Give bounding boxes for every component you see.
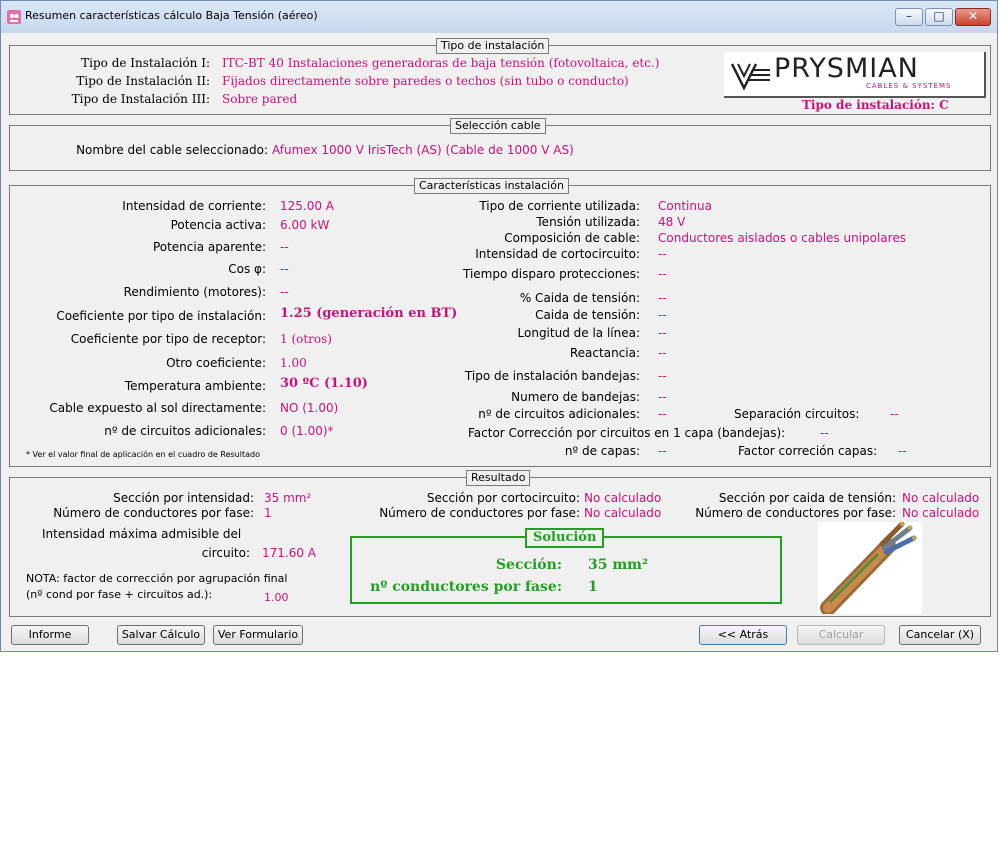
group-label-caracteristicas: Características instalación bbox=[414, 178, 569, 194]
logo-subtitle: CABLES & SYSTEMS bbox=[866, 82, 952, 90]
carac-left-label: Intensidad de corriente: bbox=[122, 199, 266, 213]
minimize-button[interactable]: – bbox=[895, 8, 923, 26]
seccion-cortocircuito-label: Sección por cortocircuito: bbox=[426, 491, 580, 505]
carac-left-label: Rendimiento (motores): bbox=[123, 285, 266, 299]
carac-right-label: Tensión utilizada: bbox=[536, 215, 640, 229]
cable-image bbox=[818, 522, 922, 614]
group-seleccion-cable bbox=[9, 119, 991, 171]
carac-right-label: Reactancia: bbox=[569, 346, 640, 360]
carac-right-label: Composición de cable: bbox=[504, 231, 640, 245]
carac-right-value: Conductores aislados o cables unipolares bbox=[658, 231, 906, 245]
group-tipo-instalacion bbox=[9, 39, 991, 115]
dialog-client bbox=[7, 33, 991, 645]
tipo-label-1: Tipo de Instalación I: bbox=[81, 56, 210, 70]
carac-left-value: -- bbox=[280, 240, 289, 254]
title-bar bbox=[1, 1, 997, 33]
carac-right-value: -- bbox=[658, 346, 667, 360]
seccion-caida-value: No calculado bbox=[902, 491, 980, 505]
carac-left-label: Cable expuesto al sol directamente: bbox=[49, 401, 266, 415]
tipo-instalacion-c: Tipo de instalación: C bbox=[802, 98, 949, 112]
carac-right-value: -- bbox=[658, 247, 667, 261]
factor-capas-label: Factor correción capas: bbox=[738, 444, 878, 458]
nota-line1: NOTA: factor de corrección por agrupación final bbox=[26, 572, 288, 585]
carac-left-value: 1.00 bbox=[280, 356, 307, 370]
num-conductores-ct-value: No calculado bbox=[902, 506, 980, 520]
carac-left-label: Potencia activa: bbox=[170, 218, 266, 232]
carac-left-label: Temperatura ambiente: bbox=[124, 379, 266, 393]
carac-left-value: -- bbox=[280, 262, 289, 276]
carac-right-label: Tiempo disparo protecciones: bbox=[462, 267, 640, 281]
carac-right-value: -- bbox=[820, 426, 829, 440]
carac-right-label: nº de capas: bbox=[564, 444, 640, 458]
carac-right-value: -- bbox=[658, 308, 667, 322]
carac-left-value: NO (1.00) bbox=[280, 401, 339, 415]
carac-left-value: 30 ºC (1.10) bbox=[280, 376, 368, 391]
carac-right-label: nº de circuitos adicionales: bbox=[478, 407, 640, 421]
tipo-value-3: Sobre pared bbox=[222, 92, 298, 106]
carac-right-label: Longitud de la línea: bbox=[517, 326, 640, 340]
carac-right-value: -- bbox=[658, 291, 667, 305]
atras-button[interactable]: << Atrás bbox=[699, 625, 787, 645]
carac-right-label: Factor Corrección por circuitos en 1 capa (bandejas): bbox=[468, 426, 786, 440]
ver-formulario-button[interactable]: Ver Formulario bbox=[213, 625, 303, 645]
seccion-intensidad-label: Sección por intensidad: bbox=[113, 491, 254, 505]
calcular-button[interactable]: Calcular bbox=[797, 625, 885, 645]
tipo-label-3: Tipo de Instalación III: bbox=[71, 92, 210, 106]
num-conductores-label: Número de conductores por fase: bbox=[53, 506, 254, 520]
separacion-circuitos-label: Separación circuitos: bbox=[734, 407, 860, 421]
carac-right-value: -- bbox=[658, 326, 667, 340]
carac-right-value: -- bbox=[658, 390, 667, 404]
num-conductores-ct-label: Número de conductores por fase: bbox=[695, 506, 896, 520]
carac-left-value: 1.25 (generación en BT) bbox=[280, 306, 458, 321]
carac-right-value: -- bbox=[658, 407, 667, 421]
carac-left-label: Cos φ: bbox=[228, 262, 266, 276]
carac-left-label: Coeficiente por tipo de instalación: bbox=[56, 309, 266, 323]
carac-right-value: Continua bbox=[658, 199, 712, 213]
imax-label-line2: circuito: bbox=[201, 546, 250, 560]
factor-capas-value: -- bbox=[898, 444, 907, 458]
cable-illustration-icon bbox=[818, 522, 922, 614]
app-icon bbox=[7, 10, 21, 24]
num-conductores-value: 1 bbox=[264, 506, 272, 520]
carac-right-value: -- bbox=[658, 444, 667, 458]
maximize-button[interactable]: □ bbox=[925, 8, 953, 26]
solucion-conductores-value: 1 bbox=[588, 579, 598, 595]
tipo-label-2: Tipo de Instalación II: bbox=[76, 74, 210, 88]
group-label-resultado: Resultado bbox=[466, 470, 530, 486]
carac-left-label: Potencia aparente: bbox=[152, 240, 266, 254]
carac-left-label: Otro coeficiente: bbox=[166, 356, 266, 370]
carac-left-value: -- bbox=[280, 285, 289, 299]
logo-name: PRYSMIAN bbox=[774, 53, 919, 84]
group-caracteristicas bbox=[9, 179, 991, 467]
solucion-seccion-label: Sección: bbox=[495, 557, 562, 573]
prysmian-logo bbox=[724, 52, 986, 98]
informe-button[interactable]: Informe bbox=[11, 625, 89, 645]
cable-value: Afumex 1000 V IrisTech (AS) (Cable de 1000 V AS) bbox=[272, 143, 574, 157]
carac-right-label: Caida de tensión: bbox=[535, 308, 640, 322]
nota-value: 1.00 bbox=[264, 591, 289, 604]
prysmian-logo-mark-icon bbox=[730, 58, 770, 92]
cancelar-button[interactable]: Cancelar (X) bbox=[899, 625, 981, 645]
nota-line2: (nº cond por fase + circuitos ad.): bbox=[26, 588, 213, 601]
carac-right-value: -- bbox=[658, 369, 667, 383]
seccion-cortocircuito-value: No calculado bbox=[584, 491, 662, 505]
group-label-cable: Selección cable bbox=[450, 118, 546, 134]
group-resultado bbox=[9, 471, 991, 617]
carac-right-label: % Caida de tensión: bbox=[519, 291, 640, 305]
carac-left-label: Coeficiente por tipo de receptor: bbox=[70, 332, 266, 346]
tipo-value-2: Fijados directamente sobre paredes o techos (sin tubo o conducto) bbox=[222, 74, 629, 88]
carac-right-label: Tipo de instalación bandejas: bbox=[464, 369, 640, 383]
carac-left-value: 1 (otros) bbox=[280, 332, 332, 346]
salvar-calculo-button[interactable]: Salvar Cálculo bbox=[117, 625, 205, 645]
tipo-value-1: ITC-BT 40 Instalaciones generadoras de baja tensión (fotovoltaica, etc.) bbox=[222, 56, 660, 70]
group-label-tipo: Tipo de instalación bbox=[436, 38, 549, 54]
carac-right-label: Numero de bandejas: bbox=[511, 390, 640, 404]
num-conductores-cc-value: No calculado bbox=[584, 506, 662, 520]
carac-right-value: -- bbox=[658, 267, 667, 281]
carac-left-value: 6.00 kW bbox=[280, 218, 330, 232]
seccion-intensidad-value: 35 mm² bbox=[264, 491, 312, 505]
window-title: Resumen características cálculo Baja Tensión (aéreo) bbox=[25, 9, 318, 22]
carac-left-label: nº de circuitos adicionales: bbox=[104, 424, 266, 438]
seccion-caida-label: Sección por caida de tensión: bbox=[718, 491, 896, 505]
carac-right-value: 48 V bbox=[658, 215, 686, 229]
solucion-title: Solución bbox=[525, 528, 604, 548]
close-button[interactable]: ✕ bbox=[955, 8, 991, 26]
separacion-circuitos-value: -- bbox=[890, 407, 899, 421]
imax-label-line1: Intensidad máxima admisible del bbox=[42, 527, 242, 541]
carac-left-value: 125.00 A bbox=[280, 199, 335, 213]
num-conductores-cc-label: Número de conductores por fase: bbox=[379, 506, 580, 520]
carac-right-label: Intensidad de cortocircuito: bbox=[475, 247, 640, 261]
carac-right-label: Tipo de corriente utilizada: bbox=[479, 199, 640, 213]
imax-value: 171.60 A bbox=[262, 546, 317, 560]
footnote: * Ver el valor final de aplicación en el cuadro de Resultado bbox=[26, 450, 260, 459]
solucion-conductores-label: nº conductores por fase: bbox=[370, 579, 562, 595]
solucion-box bbox=[350, 530, 782, 604]
carac-left-value: 0 (1.00)* bbox=[280, 424, 334, 438]
solucion-seccion-value: 35 mm² bbox=[588, 557, 649, 573]
cable-label: Nombre del cable seleccionado: bbox=[76, 143, 268, 157]
